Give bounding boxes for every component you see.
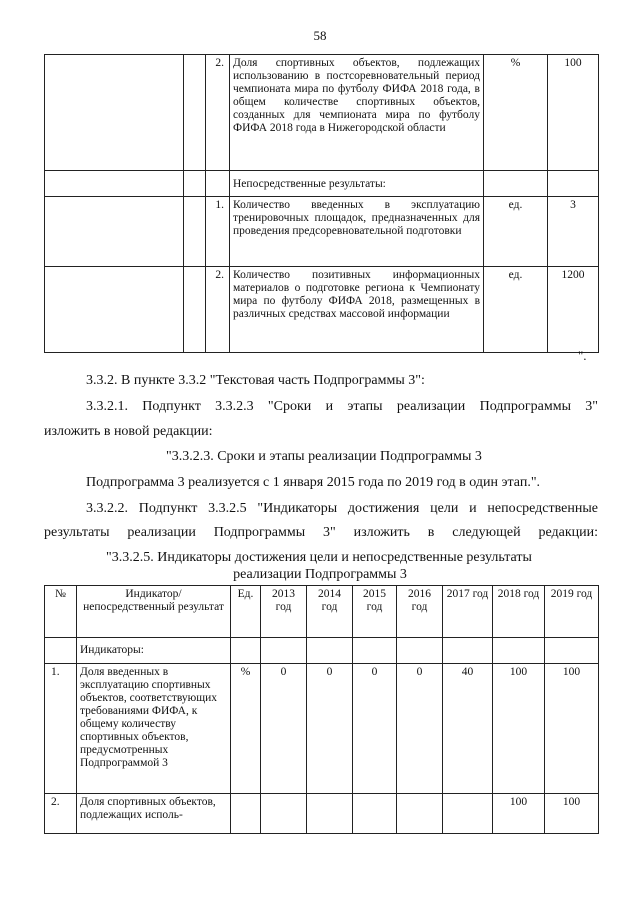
indicator-text: Доля введенных в эксплуатацию спортивных объектов, соответствующих требованиями ФИФА, к общему количеству спортивных объектов, предусмотренных Подпрограммой 3 <box>77 664 231 794</box>
indicators-table-continued <box>44 54 599 353</box>
paragraph-3-3-2-3-heading: "3.3.2.3. Сроки и этапы реализации Подпрограммы 3 <box>166 449 482 464</box>
indicator-text: Доля спортивных объектов, подлежащих исполь- <box>77 794 231 834</box>
empty-cell <box>231 638 261 664</box>
closing-quote: ". <box>578 348 587 363</box>
empty-cell <box>45 197 184 267</box>
empty-cell <box>443 638 493 664</box>
table-row <box>45 55 599 171</box>
value-2015: 0 <box>353 664 397 794</box>
empty-cell <box>307 638 353 664</box>
empty-cell <box>184 55 206 171</box>
paragraph-3-3-2-2-line2: результаты реализации Подпрограммы 3" изложить в следующей редакции: <box>44 525 598 540</box>
row-number: 2. <box>45 794 77 834</box>
empty-cell <box>184 171 206 197</box>
empty-cell <box>45 638 77 664</box>
header-2013: 2013 год <box>261 586 307 638</box>
value-2018: 100 <box>493 794 545 834</box>
indicators-table <box>44 585 599 834</box>
indicator-text: Доля спортивных объектов, подлежащих использованию в постсоревновательный период чемпионата мира по футболу ФИФА 2018 года, в общем количестве спортивных объектов, созданных для чемпионата мира по футболу ФИФА 2018 года в Нижегородской области <box>230 55 484 171</box>
section-label: Индикаторы: <box>77 638 231 664</box>
unit-cell <box>231 794 261 834</box>
unit-cell: ед. <box>484 267 548 353</box>
indicator-text: Количество введенных в эксплуатацию тренировочных площадок, предназначенных для проведения предсоревновательной подготовки <box>230 197 484 267</box>
table2-title-line1: "3.3.2.5. Индикаторы достижения цели и непосредственные результаты <box>106 550 532 565</box>
value-2017: 40 <box>443 664 493 794</box>
table-row <box>45 171 599 197</box>
empty-cell <box>45 267 184 353</box>
table2-title-line2: реализации Подпрограммы 3 <box>233 567 407 582</box>
paragraph-3-3-2-1-line1: 3.3.2.1. Подпункт 3.3.2.3 "Сроки и этапы реализации Подпрограммы 3" <box>86 399 598 414</box>
header-unit: Ед. <box>231 586 261 638</box>
value-2015 <box>353 794 397 834</box>
empty-cell <box>353 638 397 664</box>
empty-cell <box>484 171 548 197</box>
value-cell: 1200 <box>548 267 599 353</box>
value-2019: 100 <box>545 664 599 794</box>
header-number: № <box>45 586 77 638</box>
header-indicator: Индикатор/ непосредственный результат <box>77 586 231 638</box>
value-2014 <box>307 794 353 834</box>
empty-cell <box>45 171 184 197</box>
header-2014: 2014 год <box>307 586 353 638</box>
table-header-row <box>45 586 599 638</box>
empty-cell <box>184 197 206 267</box>
header-2015: 2015 год <box>353 586 397 638</box>
empty-cell <box>545 638 599 664</box>
paragraph-3-3-2: 3.3.2. В пункте 3.3.2 "Текстовая часть Подпрограммы 3": <box>86 373 425 388</box>
section-label: Непосредственные результаты: <box>230 171 484 197</box>
empty-cell <box>397 638 443 664</box>
header-2019: 2019 год <box>545 586 599 638</box>
value-2016 <box>397 794 443 834</box>
table-row <box>45 197 599 267</box>
row-number: 1. <box>45 664 77 794</box>
paragraph-3-3-2-3-text: Подпрограмма 3 реализуется с 1 января 2015 года по 2019 год в один этап.". <box>86 475 541 490</box>
table-row <box>45 794 599 834</box>
value-2018: 100 <box>493 664 545 794</box>
value-cell: 3 <box>548 197 599 267</box>
header-2018: 2018 год <box>493 586 545 638</box>
value-2013 <box>261 794 307 834</box>
empty-cell <box>45 55 184 171</box>
table-row <box>45 638 599 664</box>
page-number: 58 <box>313 28 327 43</box>
empty-cell <box>261 638 307 664</box>
value-2014: 0 <box>307 664 353 794</box>
value-2013: 0 <box>261 664 307 794</box>
paragraph-3-3-2-2-line1: 3.3.2.2. Подпункт 3.3.2.5 "Индикаторы достижения цели и непосредственные <box>86 501 598 516</box>
unit-cell: ед. <box>484 197 548 267</box>
table-row <box>45 664 599 794</box>
row-number: 2. <box>206 267 230 353</box>
value-cell: 100 <box>548 55 599 171</box>
empty-cell <box>184 267 206 353</box>
indicator-text: Количество позитивных информационных материалов о подготовке региона к Чемпионату мира по футболу ФИФА 2018, размещенных в различных средствах массовой информации <box>230 267 484 353</box>
unit-cell: % <box>484 55 548 171</box>
row-number: 1. <box>206 197 230 267</box>
paragraph-3-3-2-1-line2: изложить в новой редакции: <box>44 424 213 439</box>
header-2017: 2017 год <box>443 586 493 638</box>
empty-cell <box>548 171 599 197</box>
empty-cell <box>493 638 545 664</box>
value-2017 <box>443 794 493 834</box>
value-2019: 100 <box>545 794 599 834</box>
table-row <box>45 267 599 353</box>
empty-cell <box>206 171 230 197</box>
value-2016: 0 <box>397 664 443 794</box>
unit-cell: % <box>231 664 261 794</box>
row-number: 2. <box>206 55 230 171</box>
header-2016: 2016 год <box>397 586 443 638</box>
